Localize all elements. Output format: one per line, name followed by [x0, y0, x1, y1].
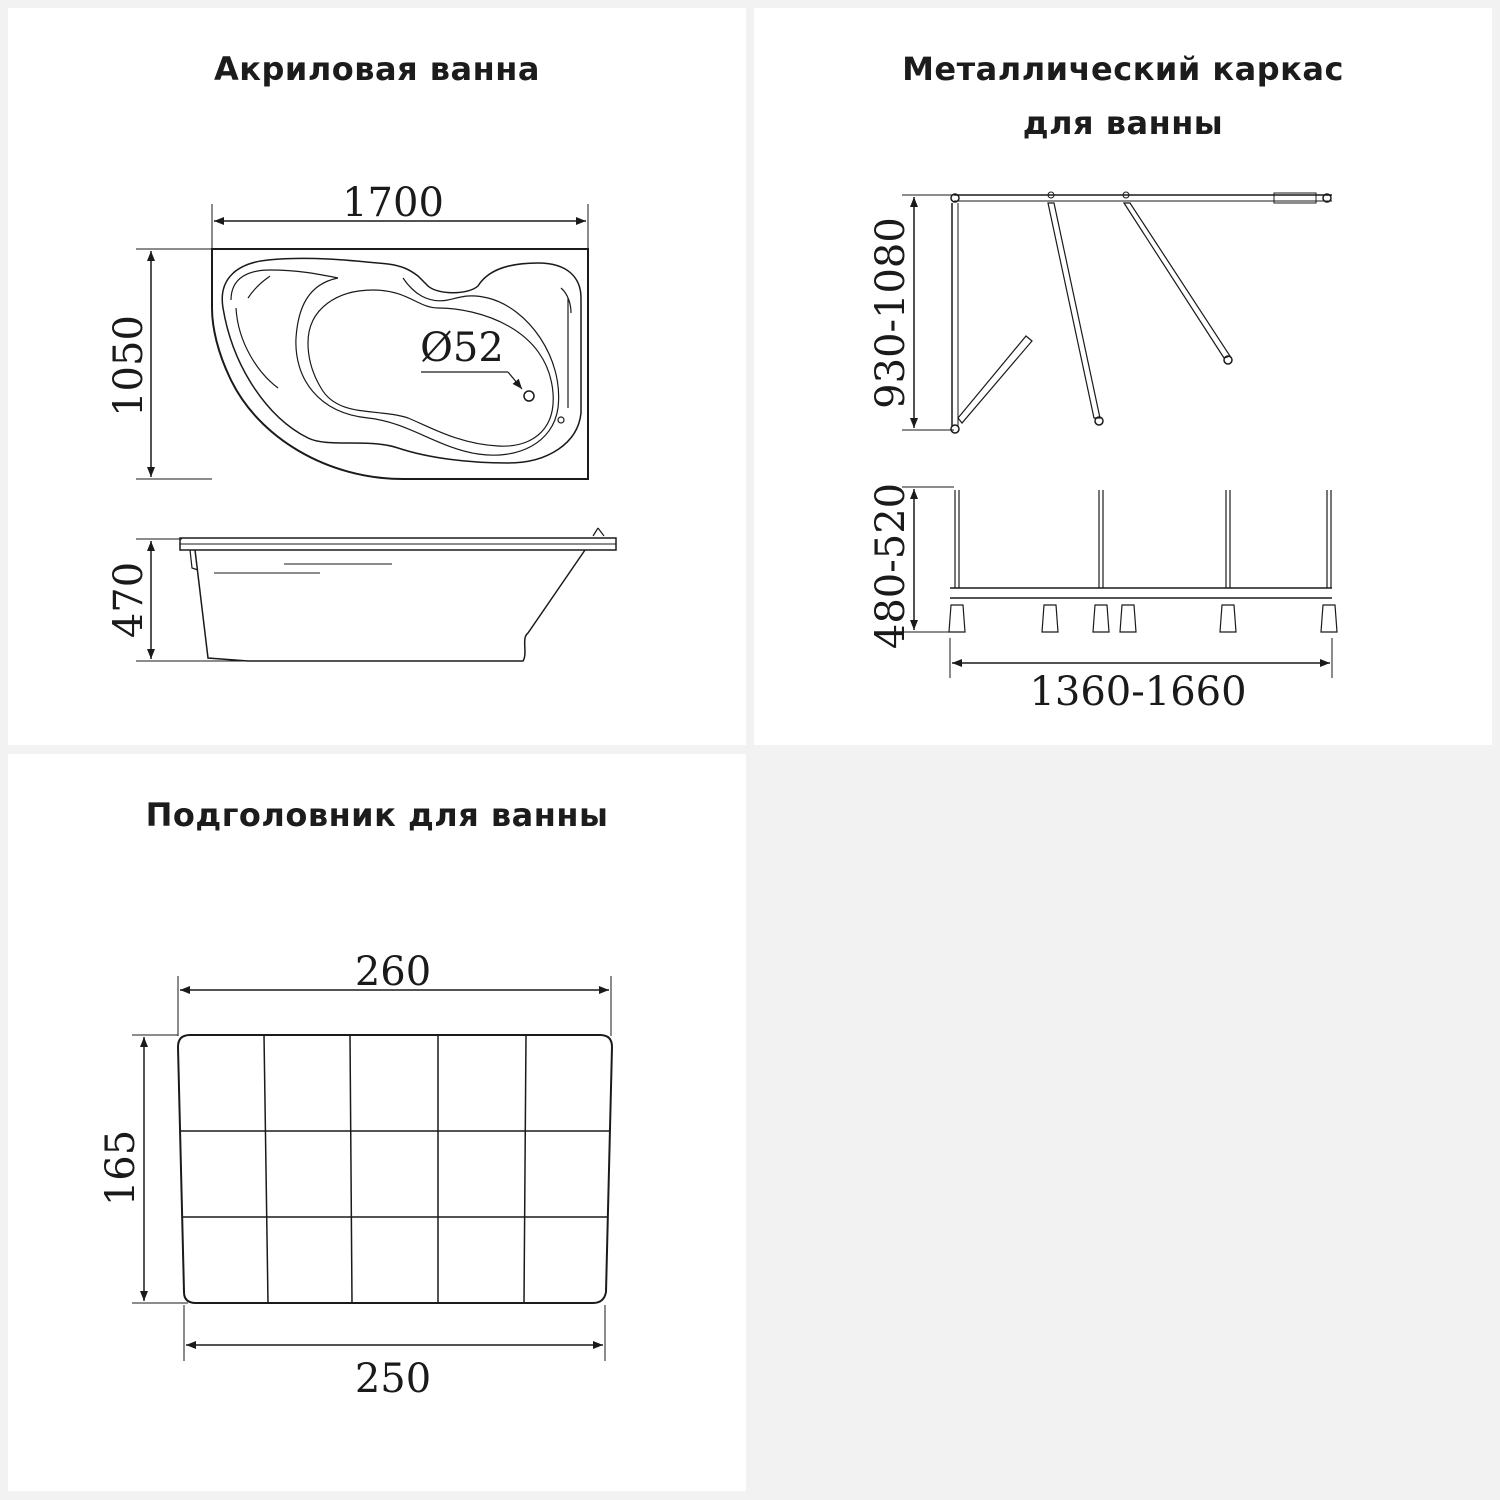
headrest-bottom-width-dimension: [184, 1305, 605, 1491]
frame-height-dimension: [868, 195, 954, 430]
bath-length-label: 1700: [342, 180, 444, 226]
frame-length-dimension: [950, 638, 1332, 715]
bath-length-dimension: [212, 180, 588, 248]
frame-title-line1: Металлический каркас: [902, 50, 1344, 88]
headrest-height-dimension: [98, 1035, 188, 1303]
headrest-top-width-label: 260: [354, 949, 432, 995]
frame-side-view: [949, 490, 1337, 632]
frame-leg-dimension: [868, 483, 954, 649]
bath-title: Акриловая ванна: [214, 50, 540, 88]
frame-drawing: [754, 8, 1492, 745]
bath-drain-label: Ø52: [420, 325, 504, 371]
headrest-height-label: 165: [98, 1129, 144, 1207]
empty-quadrant: [754, 754, 1492, 1491]
frame-height-label: 930-1080: [868, 217, 914, 409]
frame-perspective-view: [951, 192, 1332, 433]
bath-drawing: [8, 8, 746, 745]
frame-panel: [754, 8, 1492, 745]
bath-width-dimension: [106, 249, 212, 479]
bath-top-view: [212, 249, 588, 479]
frame-length-label: 1360-1660: [1029, 669, 1247, 715]
headrest-drawing: [8, 754, 746, 1491]
bath-height-label: 470: [106, 561, 152, 639]
headrest-panel: [8, 754, 746, 1491]
bath-panel: [8, 8, 746, 745]
bath-width-label: 1050: [106, 315, 152, 417]
headrest-bottom-width-label: 250: [354, 1356, 432, 1402]
headrest-title: Подголовник для ванны: [145, 796, 609, 834]
frame-title-line2: для ванны: [1022, 104, 1224, 142]
frame-leg-label: 480-520: [868, 482, 914, 650]
bath-side-view: [106, 528, 616, 661]
headrest-top-width-dimension: [178, 949, 611, 1036]
headrest-front-view: [178, 1035, 612, 1303]
